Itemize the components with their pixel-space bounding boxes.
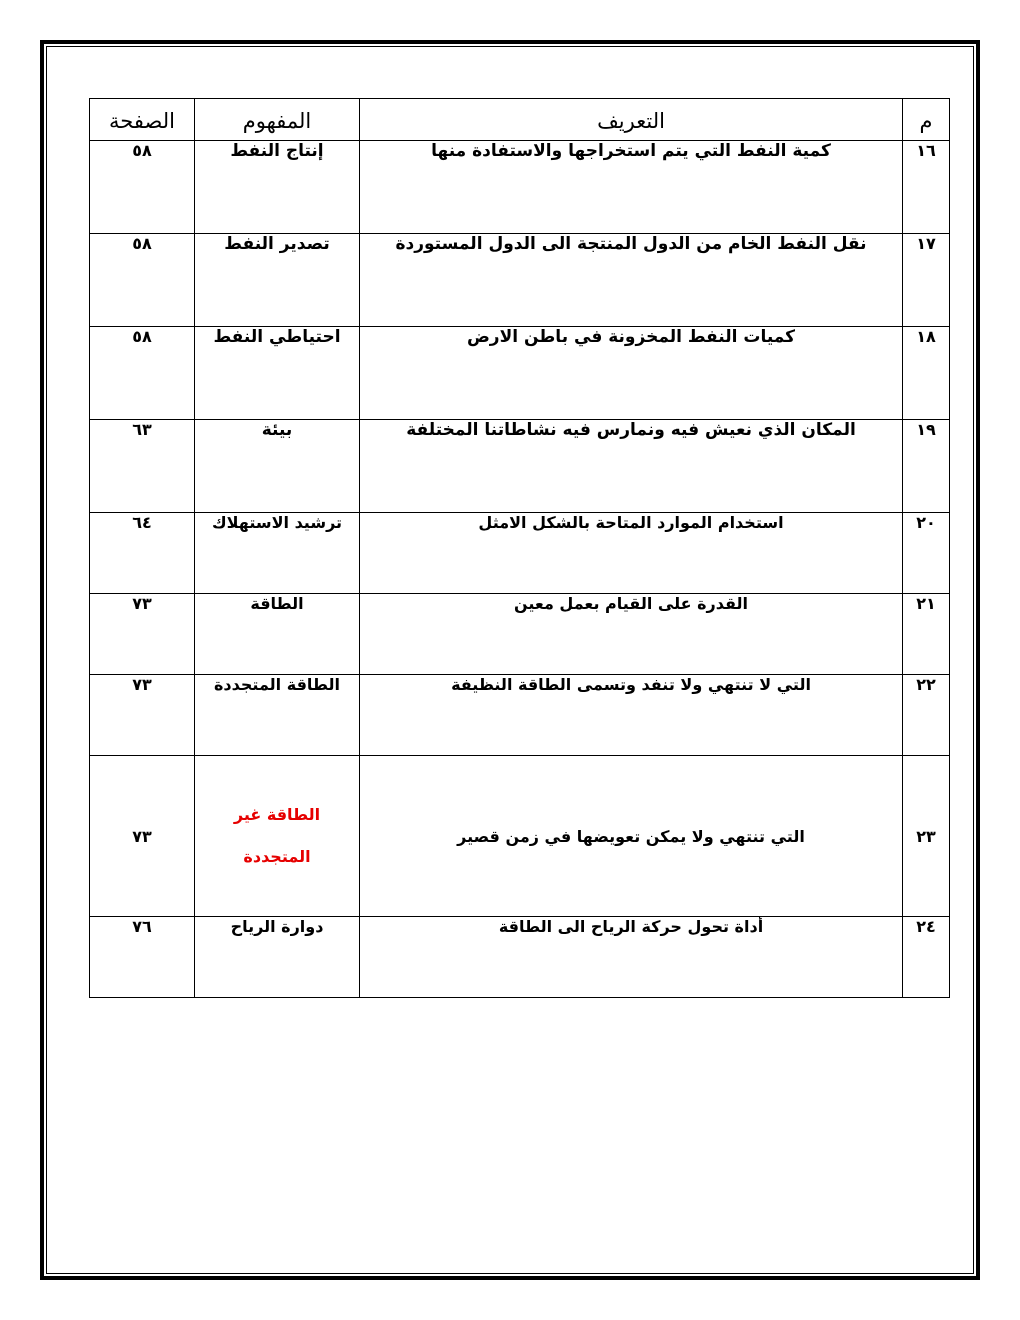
- header-number: م: [903, 99, 950, 141]
- row-concept: بيئة: [195, 420, 360, 513]
- row-number: ١٧: [903, 234, 950, 327]
- table-row: [90, 420, 950, 513]
- row-number: ١٩: [903, 420, 950, 513]
- row-page: ٧٣: [90, 675, 195, 756]
- header-definition: التعريف: [360, 99, 903, 141]
- row-number: ٢٠: [903, 513, 950, 594]
- row-concept: إنتاج النفط: [195, 141, 360, 234]
- row-definition: المكان الذي نعيش فيه ونمارس فيه نشاطاتنا المختلفة: [360, 420, 903, 513]
- row-concept-line1: الطاقة غير: [233, 805, 321, 824]
- row-number: ٢٢: [903, 675, 950, 756]
- row-page: ٦٤: [90, 513, 195, 594]
- row-definition: القدرة على القيام بعمل معين: [360, 594, 903, 675]
- row-definition: نقل النفط الخام من الدول المنتجة الى الدول المستوردة: [360, 234, 903, 327]
- table-row: [90, 513, 950, 594]
- row-concept: دوارة الرياح: [195, 917, 360, 998]
- row-page: ٥٨: [90, 234, 195, 327]
- row-page: ٧٣: [90, 594, 195, 675]
- table-row: [90, 756, 950, 917]
- row-number: ٢٤: [903, 917, 950, 998]
- table-header-row: [90, 99, 950, 141]
- row-page: ٦٣: [90, 420, 195, 513]
- table-row: [90, 917, 950, 998]
- row-number: ٢٣: [903, 756, 950, 917]
- row-concept: الطاقة المتجددة: [195, 675, 360, 756]
- table-row: [90, 141, 950, 234]
- row-page: ٧٦: [90, 917, 195, 998]
- row-definition: التي لا تنتهي ولا تنفد وتسمى الطاقة النظيفة: [360, 675, 903, 756]
- row-page: ٥٨: [90, 327, 195, 420]
- row-number: ١٦: [903, 141, 950, 234]
- table-row: [90, 675, 950, 756]
- row-definition: أداة تحول حركة الرياح الى الطاقة: [360, 917, 903, 998]
- row-page: ٥٨: [90, 141, 195, 234]
- row-concept: ترشيد الاستهلاك: [195, 513, 360, 594]
- row-number: ٢١: [903, 594, 950, 675]
- row-definition: استخدام الموارد المتاحة بالشكل الامثل: [360, 513, 903, 594]
- row-number: ١٨: [903, 327, 950, 420]
- row-definition: كميات النفط المخزونة في باطن الارض: [360, 327, 903, 420]
- table-row: [90, 594, 950, 675]
- row-concept: الطاقة: [195, 594, 360, 675]
- glossary-table: [89, 98, 950, 998]
- row-definition: كمية النفط التي يتم استخراجها والاستفادة منها: [360, 141, 903, 234]
- table-row: [90, 234, 950, 327]
- header-concept: المفهوم: [195, 99, 360, 141]
- row-concept: تصدير النفط: [195, 234, 360, 327]
- row-page: ٧٣: [90, 756, 195, 917]
- row-concept: احتياطي النفط: [195, 327, 360, 420]
- table-row: [90, 327, 950, 420]
- row-concept-line2: المتجددة: [243, 847, 311, 866]
- row-concept: [195, 756, 360, 917]
- row-definition: التي تنتهي ولا يمكن تعويضها في زمن قصير: [360, 756, 903, 917]
- header-page: الصفحة: [90, 99, 195, 141]
